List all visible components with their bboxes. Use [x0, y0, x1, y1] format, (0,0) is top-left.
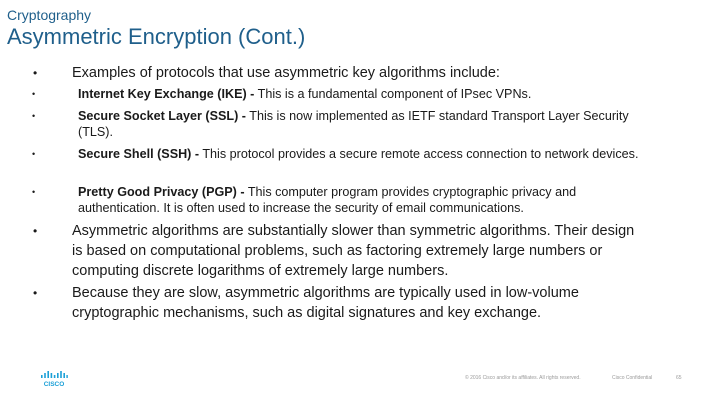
bullet-intro: [33, 63, 648, 83]
bullet-text: Examples of protocols that use asymmetric key algorithms include:: [72, 65, 500, 81]
protocol-description: This protocol provides a secure remote access connection to network devices.: [199, 147, 639, 161]
page-number: 65: [676, 375, 682, 381]
protocol-description: This is a fundamental component of IPsec VPNs.: [254, 87, 532, 101]
protocol-description: This computer program provides cryptographic privacy and authentication. It is often used to increase the security of email communications.: [78, 185, 577, 215]
bullet-point-usage: [33, 283, 648, 323]
protocol-item-ssl: [32, 109, 648, 140]
slide-title: Asymmetric Encryption (Cont.): [7, 24, 306, 49]
protocol-item-pgp: [32, 185, 648, 216]
bullet-dot: •: [33, 66, 38, 80]
copyright-text: © 2016 Cisco and/or its affiliates. All rights reserved.: [465, 375, 581, 381]
logo-wordmark: CISCO: [43, 381, 65, 387]
bullet-point-speed: [33, 221, 648, 281]
bullet-dot: •: [32, 187, 36, 197]
bullet-text: Asymmetric algorithms are substantially slower than symmetric algorithms. Their design is based on computational problems, such as factoring extremely large numbers or computing discrete logarithms of extremely large numbers.: [72, 223, 635, 279]
protocol-name: Internet Key Exchange (IKE) -: [78, 87, 255, 101]
protocol-name: Secure Socket Layer (SSL) -: [78, 109, 246, 123]
bullet-dot: •: [32, 149, 36, 159]
confidential-label: Cisco Confidential: [612, 375, 653, 381]
bullet-dot: •: [32, 111, 36, 121]
protocol-item-ike: [32, 87, 648, 103]
protocol-item-ssh: [32, 147, 648, 163]
bullet-dot: •: [33, 286, 38, 300]
bullet-text: Because they are slow, asymmetric algorithms are typically used in low-volume cryptographic mechanisms, such as digital signatures and key exchange.: [72, 285, 579, 321]
protocol-description: This is now implemented as IETF standard Transport Layer Security (TLS).: [78, 109, 629, 139]
section-label: Cryptography: [7, 7, 92, 23]
cisco-logo-icon: [40, 371, 68, 387]
protocol-name: Secure Shell (SSH) -: [78, 147, 200, 161]
protocol-name: Pretty Good Privacy (PGP) -: [78, 185, 245, 199]
bullet-dot: •: [33, 224, 38, 238]
bullet-dot: •: [32, 89, 36, 99]
